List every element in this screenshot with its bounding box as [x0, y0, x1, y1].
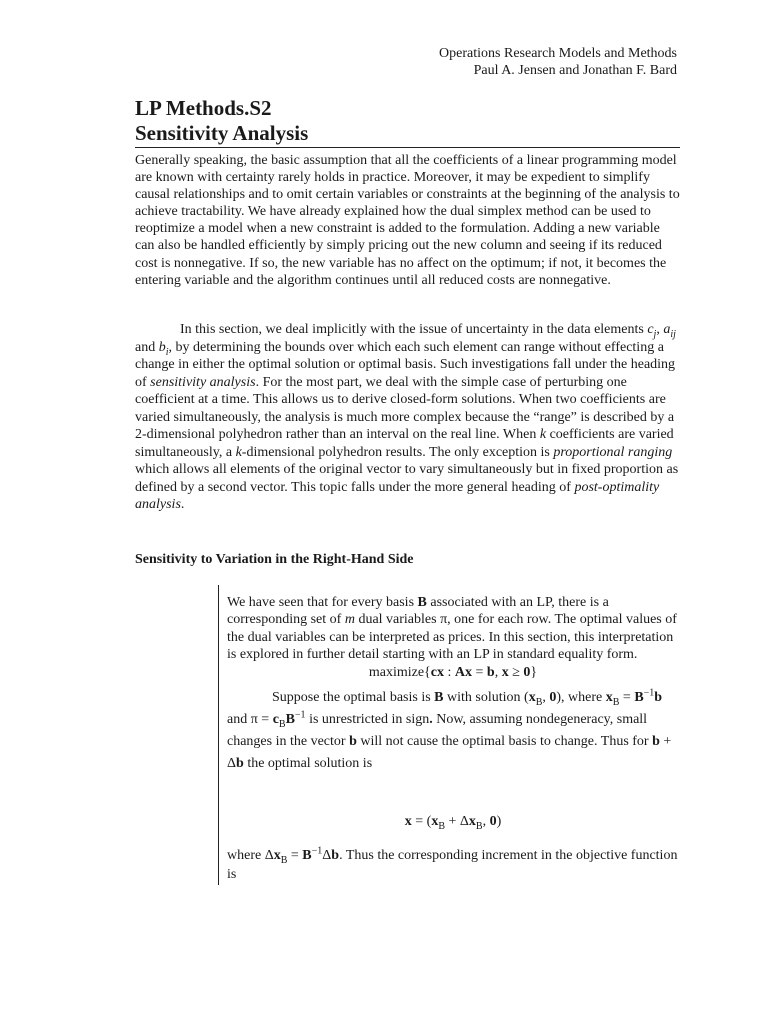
section-paragraph-3: where $\Delta x_B = B^{-1}\Delta b$. Thus the corresponding increment in the objective function is: [227, 845, 678, 882]
header-book-title: Operations Research Models and Methods: [439, 46, 677, 61]
boxed-text-region: [218, 585, 681, 885]
equation-solution: $x = (x_B + \Delta x_B$, 0): [404, 814, 502, 832]
header-authors: Paul A. Jensen and Jonathan F. Bard: [473, 63, 677, 78]
title-line-2: Sensitivity Analysis: [135, 121, 309, 145]
intro-paragraph-2: In this section, we deal implicitly with the issue of uncertainty in the data elements $c_j$, $a_{ij}$ and $b_i$, by determining the bounds over which each such element can range without effecting a change in either the optimal solution or optimal basis. Such investigations fall under the heading of sensitivity analysis. For the most part, we deal with the simple case of perturbing one coefficient at a time. This allows us to derive closed-form solutions. When two coefficients are varied simultaneously, the analysis is much more complex because the “range” is described by a 2-dimensional polyhedron rather than an interval on the real line. When k coefficients are varied simultaneously, a k-dimensional polyhedron results. The only exception is proportional ranging which allows all elements of the original vector to vary simultaneously but in fixed proportion as defined by a second vector. This topic falls under the more general heading of post-optimality analysis.: [135, 322, 679, 512]
page-title: [135, 96, 680, 148]
equation-maximize: maximize{cx : Ax = b, x ≥ 0}: [368, 665, 538, 680]
title-line-1: LP Methods.S2: [135, 96, 272, 120]
section-paragraph-1: We have seen that for every basis B associated with an LP, there is a corresponding set of m dual variables π, one for each row. The optimal values of the dual variables can be interpreted as prices. In this section, this interpretation is explored in further detail starting with an LP in standard equality form.: [227, 595, 677, 663]
section-paragraph-2: Suppose the optimal basis is B with solution ($x_B$, 0), where $x_B = B^{-1}b$ and $\pi = c_BB^{-1}$ is unrestricted in sign. Now, assuming nondegeneracy, small changes in the vector b will not cause the optimal basis to change. Thus for b + Δb the optimal solution is: [227, 687, 672, 771]
section-heading: Sensitivity to Variation in the Right-Hand Side: [135, 552, 414, 567]
intro-paragraph-1: Generally speaking, the basic assumption that all the coefficients of a linear programming model are known with certainty rarely holds in practice. Moreover, it may be expedient to simplify causal relationships and to omit certain variables or constraints at the beginning of the analysis to achieve tractability. We have already explained how the dual simplex method can be used to reoptimize a model when a new constraint is added to the formulation. Adding a new variable can also be handled efficiently by simply pricing out the new column and seeing if its reduced cost is nonnegative. If so, the new variable has no affect on the optimum; if not, it becomes the entering variable and the algorithm continues until all reduced costs are nonnegative.: [135, 153, 680, 288]
running-header: [439, 45, 677, 79]
